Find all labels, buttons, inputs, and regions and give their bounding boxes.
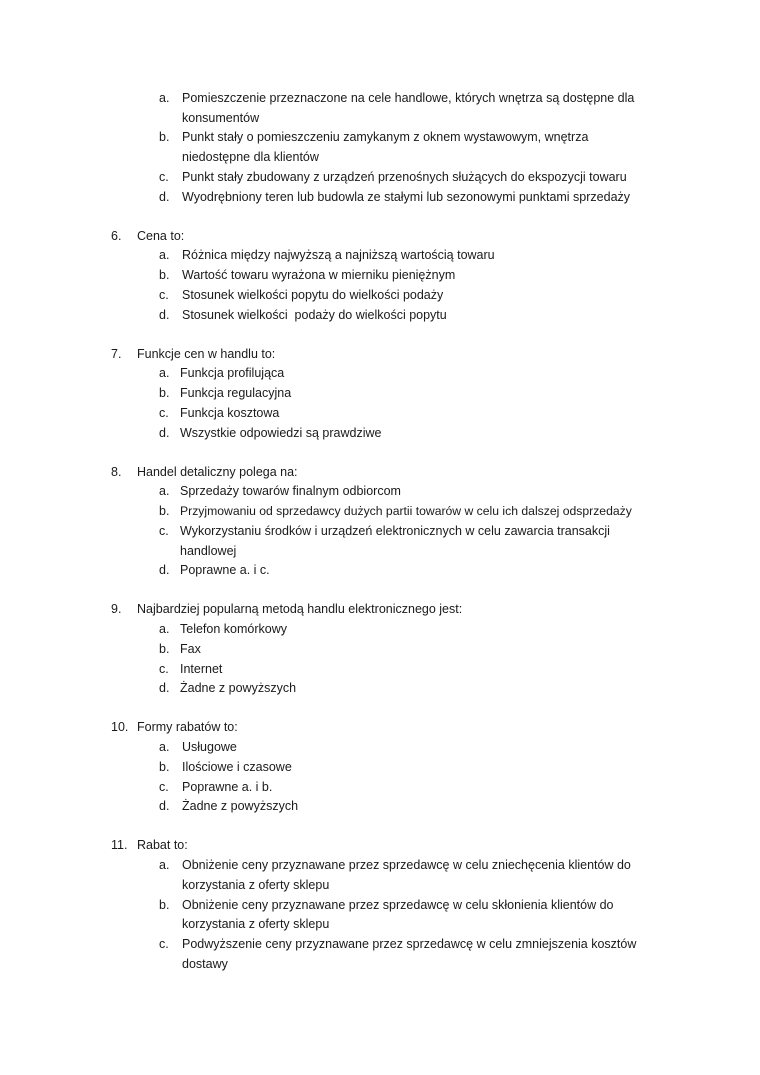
question-text: Funkcje cen w handlu to: [137,346,276,361]
question-number: 6. [111,228,122,243]
option-text: Internet [180,661,223,676]
option-letter: c. [159,661,169,676]
option-9a [0,620,760,640]
question-number: 11. [111,838,128,853]
option-text: Sprzedaży towarów finalnym odbiorcom [180,484,401,499]
option-text: Obniżenie ceny przyznawane przez sprzedawcę w celu skłonienia klientów do korzystania z oferty sklepu [182,897,614,932]
option-7a [0,364,760,384]
option-8b [0,502,760,522]
option-6a [0,246,760,266]
option-text: Wartość towaru wyrażona w mierniku pieniężnym [182,268,456,283]
option-10c [0,778,760,798]
question-9 [0,600,760,699]
option-letter: b. [159,504,170,519]
question-number: 10. [111,720,129,735]
option-letter: d. [159,189,170,204]
option-6c [0,286,760,306]
option-letter: b. [159,759,170,774]
option-letter: a. [159,740,170,755]
option-letter: a. [159,366,170,381]
option-11c [0,935,760,974]
option-text: Poprawne a. i c. [180,563,270,578]
question-list [0,89,760,994]
option-text: Różnica między najwyższą a najniższą wartością towaru [182,248,495,263]
option-text: Żadne z powyższych [180,681,297,696]
question-6 [0,227,760,326]
question-number: 7. [111,346,122,361]
question-heading [0,600,760,620]
option-text: Funkcja kosztowa [180,405,280,420]
option-letter: a. [159,622,170,637]
option-7c [0,404,760,424]
option-text: Stosunek wielkości podaży do wielkości popytu [182,307,447,322]
question-text: Najbardziej popularną metodą handlu elektronicznego jest: [137,602,463,617]
option-text: Wykorzystaniu środków i urządzeń elektronicznych w celu zawarcia transakcji handlowej [180,523,610,558]
question-10 [0,718,760,817]
option-5b [0,128,760,167]
option-6d [0,306,760,326]
question-heading [0,718,760,738]
option-9b [0,640,760,660]
option-text: Stosunek wielkości popytu do wielkości podaży [182,287,444,302]
option-letter: c. [159,936,169,951]
option-letter: b. [159,268,170,283]
option-letter: c. [159,405,169,420]
option-text: Poprawne a. i b. [182,779,273,794]
option-5c [0,168,760,188]
option-5a [0,89,760,128]
option-letter: c. [159,523,169,538]
option-6b [0,266,760,286]
question-heading [0,836,760,856]
question-number: 9. [111,602,122,617]
option-text: Żadne z powyższych [182,799,299,814]
option-letter: d. [159,563,170,578]
question-text: Formy rabatów to: [137,720,238,735]
option-text: Telefon komórkowy [180,622,287,637]
option-letter: d. [159,425,170,440]
option-text: Przyjmowaniu od sprzedawcy dużych partii towarów w celu ich dalszej odsprzedaży [180,504,632,519]
question-text: Rabat to: [137,838,188,853]
option-10a [0,738,760,758]
question-heading [0,227,760,247]
option-11b [0,896,760,935]
option-8d [0,561,760,581]
question-heading [0,345,760,365]
option-text: Fax [180,641,201,656]
option-letter: c. [159,779,169,794]
question-8 [0,463,760,581]
option-text: Wszystkie odpowiedzi są prawdziwe [180,425,382,440]
option-letter: c. [159,287,169,302]
option-text: Punkt stały zbudowany z urządzeń przenośnych służących do ekspozycji towaru [182,169,627,184]
option-letter: b. [159,641,170,656]
option-7b [0,384,760,404]
option-letter: a. [159,858,170,873]
option-letter: b. [159,897,170,912]
option-text: Podwyższenie ceny przyznawane przez sprzedawcę w celu zmniejszenia kosztów dostawy [182,936,637,971]
option-9d [0,679,760,699]
option-letter: d. [159,799,170,814]
option-letter: a. [159,484,170,499]
option-text: Usługowe [182,740,237,755]
question-7 [0,345,760,444]
option-5d [0,188,760,208]
option-text: Funkcja profilująca [180,366,285,381]
question-text: Cena to: [137,228,185,243]
question-text: Handel detaliczny polega na: [137,464,298,479]
option-7d [0,424,760,444]
option-8a [0,482,760,502]
option-letter: d. [159,307,170,322]
option-10b [0,758,760,778]
option-8c [0,522,760,561]
option-text: Pomieszczenie przeznaczone na cele handlowe, których wnętrza są dostępne dla konsumentów [182,91,635,125]
option-text: Obniżenie ceny przyznawane przez sprzedawcę w celu zniechęcenia klientów do korzystania z oferty sklepu [182,858,631,892]
option-9c [0,660,760,680]
option-letter: b. [159,130,170,145]
option-text: Funkcja regulacyjna [180,386,292,401]
question-5-continued [0,89,760,207]
option-letter: d. [159,681,170,696]
option-text: Punkt stały o pomieszczeniu zamykanym z oknem wystawowym, wnętrza niedostępne dla klientów [182,130,589,165]
question-heading [0,463,760,483]
question-11 [0,836,760,974]
option-letter: a. [159,91,170,105]
option-11a [0,856,760,895]
option-text: Wyodrębniony teren lub budowla ze stałymi lub sezonowymi punktami sprzedaży [182,189,631,204]
option-10d [0,797,760,817]
option-letter: b. [159,386,170,401]
option-letter: a. [159,248,170,263]
option-letter: c. [159,169,169,184]
option-text: Ilościowe i czasowe [182,759,292,774]
question-number: 8. [111,464,122,479]
